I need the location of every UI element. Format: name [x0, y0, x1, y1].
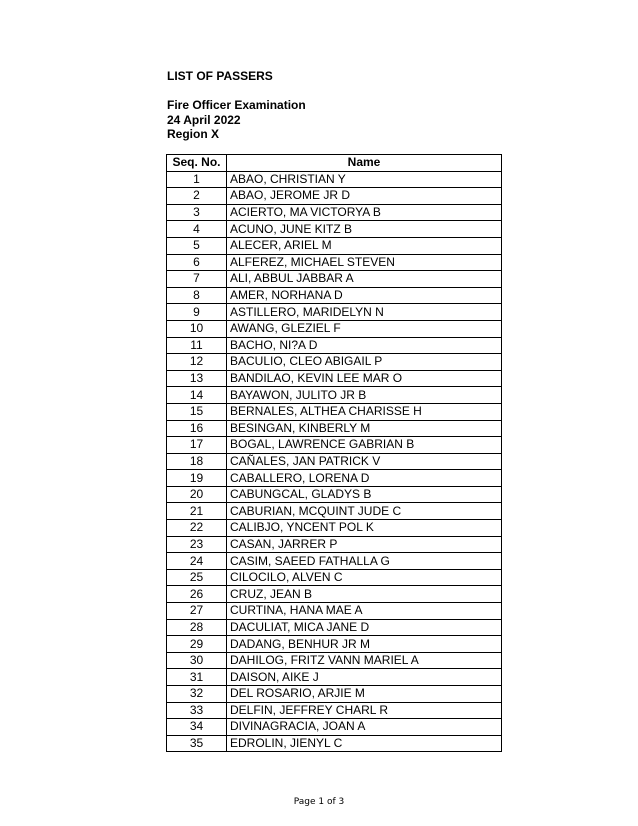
table-row: [167, 569, 502, 586]
seq-no-cell: 23: [167, 536, 227, 553]
table-row: [167, 735, 502, 752]
table-row: [167, 636, 502, 653]
table-row: [167, 387, 502, 404]
table-row: [167, 354, 502, 371]
passer-name-cell: CRUZ, JEAN B: [227, 586, 502, 603]
passer-name-cell: DADANG, BENHUR JR M: [227, 636, 502, 653]
passer-name-cell: CABALLERO, LORENA D: [227, 470, 502, 487]
passer-name-cell: BERNALES, ALTHEA CHARISSE H: [227, 403, 502, 420]
table-row: [167, 237, 502, 254]
seq-no-cell: 21: [167, 503, 227, 520]
seq-no-cell: 19: [167, 470, 227, 487]
table-row: [167, 702, 502, 719]
table-row: [167, 520, 502, 537]
passer-name-cell: CURTINA, HANA MAE A: [227, 603, 502, 620]
passer-name-cell: DIVINAGRACIA, JOAN A: [227, 719, 502, 736]
passer-name-cell: DAISON, AIKE J: [227, 669, 502, 686]
passer-name-cell: DEL ROSARIO, ARJIE M: [227, 686, 502, 703]
seq-no-cell: 17: [167, 437, 227, 454]
passer-name-cell: ABAO, CHRISTIAN Y: [227, 171, 502, 188]
exam-name: Fire Officer Examination: [167, 98, 306, 112]
passer-name-cell: BACHO, NI?A D: [227, 337, 502, 354]
seq-no-cell: 8: [167, 287, 227, 304]
passer-name-cell: AMER, NORHANA D: [227, 287, 502, 304]
seq-no-cell: 18: [167, 453, 227, 470]
passer-name-cell: CILOCILO, ALVEN C: [227, 569, 502, 586]
table-row: [167, 221, 502, 238]
seq-no-cell: 32: [167, 686, 227, 703]
passer-name-cell: BAYAWON, JULITO JR B: [227, 387, 502, 404]
passer-name-cell: CABURIAN, MCQUINT JUDE C: [227, 503, 502, 520]
seq-no-cell: 26: [167, 586, 227, 603]
seq-no-cell: 22: [167, 520, 227, 537]
seq-no-cell: 1: [167, 171, 227, 188]
table-row: [167, 619, 502, 636]
table-row: [167, 669, 502, 686]
seq-no-cell: 24: [167, 553, 227, 570]
seq-no-cell: 13: [167, 370, 227, 387]
name-header: Name: [227, 155, 502, 172]
exam-region: Region X: [167, 127, 220, 141]
seq-no-cell: 5: [167, 237, 227, 254]
passer-name-cell: ALECER, ARIEL M: [227, 237, 502, 254]
seq-no-cell: 11: [167, 337, 227, 354]
seq-no-cell: 33: [167, 702, 227, 719]
table-header: [167, 155, 502, 172]
seq-no-cell: 16: [167, 420, 227, 437]
table-row: [167, 586, 502, 603]
seq-no-cell: 15: [167, 403, 227, 420]
table-row: [167, 370, 502, 387]
passer-name-cell: ALI, ABBUL JABBAR A: [227, 271, 502, 288]
table-row: [167, 603, 502, 620]
seq-no-cell: 28: [167, 619, 227, 636]
table-body: [167, 171, 502, 752]
seq-no-cell: 29: [167, 636, 227, 653]
seq-no-cell: 31: [167, 669, 227, 686]
passer-name-cell: CAÑALES, JAN PATRICK V: [227, 453, 502, 470]
passer-name-cell: BACULIO, CLEO ABIGAIL P: [227, 354, 502, 371]
passer-name-cell: DELFIN, JEFFREY CHARL R: [227, 702, 502, 719]
passers-table: [166, 154, 502, 752]
table-row: [167, 536, 502, 553]
passer-name-cell: ABAO, JEROME JR D: [227, 188, 502, 205]
seq-no-cell: 27: [167, 603, 227, 620]
passer-name-cell: EDROLIN, JIENYL C: [227, 735, 502, 752]
table-row: [167, 337, 502, 354]
passer-name-cell: DAHILOG, FRITZ VANN MARIEL A: [227, 652, 502, 669]
document-title: LIST OF PASSERS: [167, 69, 273, 83]
table-row: [167, 686, 502, 703]
table-row: [167, 188, 502, 205]
seq-no-cell: 7: [167, 271, 227, 288]
table-row: [167, 420, 502, 437]
table-row: [167, 320, 502, 337]
exam-date: 24 April 2022: [167, 113, 241, 127]
seq-no-cell: 35: [167, 735, 227, 752]
seq-no-cell: 4: [167, 221, 227, 238]
header-row: [167, 155, 502, 172]
passer-name-cell: CASIM, SAEED FATHALLA G: [227, 553, 502, 570]
table-row: [167, 437, 502, 454]
table-row: [167, 453, 502, 470]
seq-no-cell: 12: [167, 354, 227, 371]
seq-no-cell: 25: [167, 569, 227, 586]
passer-name-cell: DACULIAT, MICA JANE D: [227, 619, 502, 636]
seq-no-cell: 20: [167, 486, 227, 503]
seq-no-cell: 14: [167, 387, 227, 404]
table-row: [167, 271, 502, 288]
seq-no-cell: 10: [167, 320, 227, 337]
table-row: [167, 486, 502, 503]
table-row: [167, 553, 502, 570]
table-row: [167, 171, 502, 188]
table-row: [167, 254, 502, 271]
passer-name-cell: ACUNO, JUNE KITZ B: [227, 221, 502, 238]
passer-name-cell: ASTILLERO, MARIDELYN N: [227, 304, 502, 321]
passer-name-cell: CABUNGCAL, GLADYS B: [227, 486, 502, 503]
passer-name-cell: CASAN, JARRER P: [227, 536, 502, 553]
table-row: [167, 652, 502, 669]
seq-no-cell: 6: [167, 254, 227, 271]
seq-no-cell: 3: [167, 204, 227, 221]
passer-name-cell: AWANG, GLEZIEL F: [227, 320, 502, 337]
table-row: [167, 287, 502, 304]
table-row: [167, 719, 502, 736]
passer-name-cell: ACIERTO, MA VICTORYA B: [227, 204, 502, 221]
passer-name-cell: BESINGAN, KINBERLY M: [227, 420, 502, 437]
seq-no-header: Seq. No.: [167, 155, 227, 172]
seq-no-cell: 30: [167, 652, 227, 669]
passer-name-cell: ALFEREZ, MICHAEL STEVEN: [227, 254, 502, 271]
seq-no-cell: 34: [167, 719, 227, 736]
seq-no-cell: 2: [167, 188, 227, 205]
passer-name-cell: BANDILAO, KEVIN LEE MAR O: [227, 370, 502, 387]
table-row: [167, 403, 502, 420]
table-row: [167, 503, 502, 520]
table-row: [167, 204, 502, 221]
table-row: [167, 304, 502, 321]
table-row: [167, 470, 502, 487]
passer-name-cell: CALIBJO, YNCENT POL K: [227, 520, 502, 537]
page-number: Page 1 of 3: [293, 797, 345, 807]
seq-no-cell: 9: [167, 304, 227, 321]
passer-name-cell: BOGAL, LAWRENCE GABRIAN B: [227, 437, 502, 454]
